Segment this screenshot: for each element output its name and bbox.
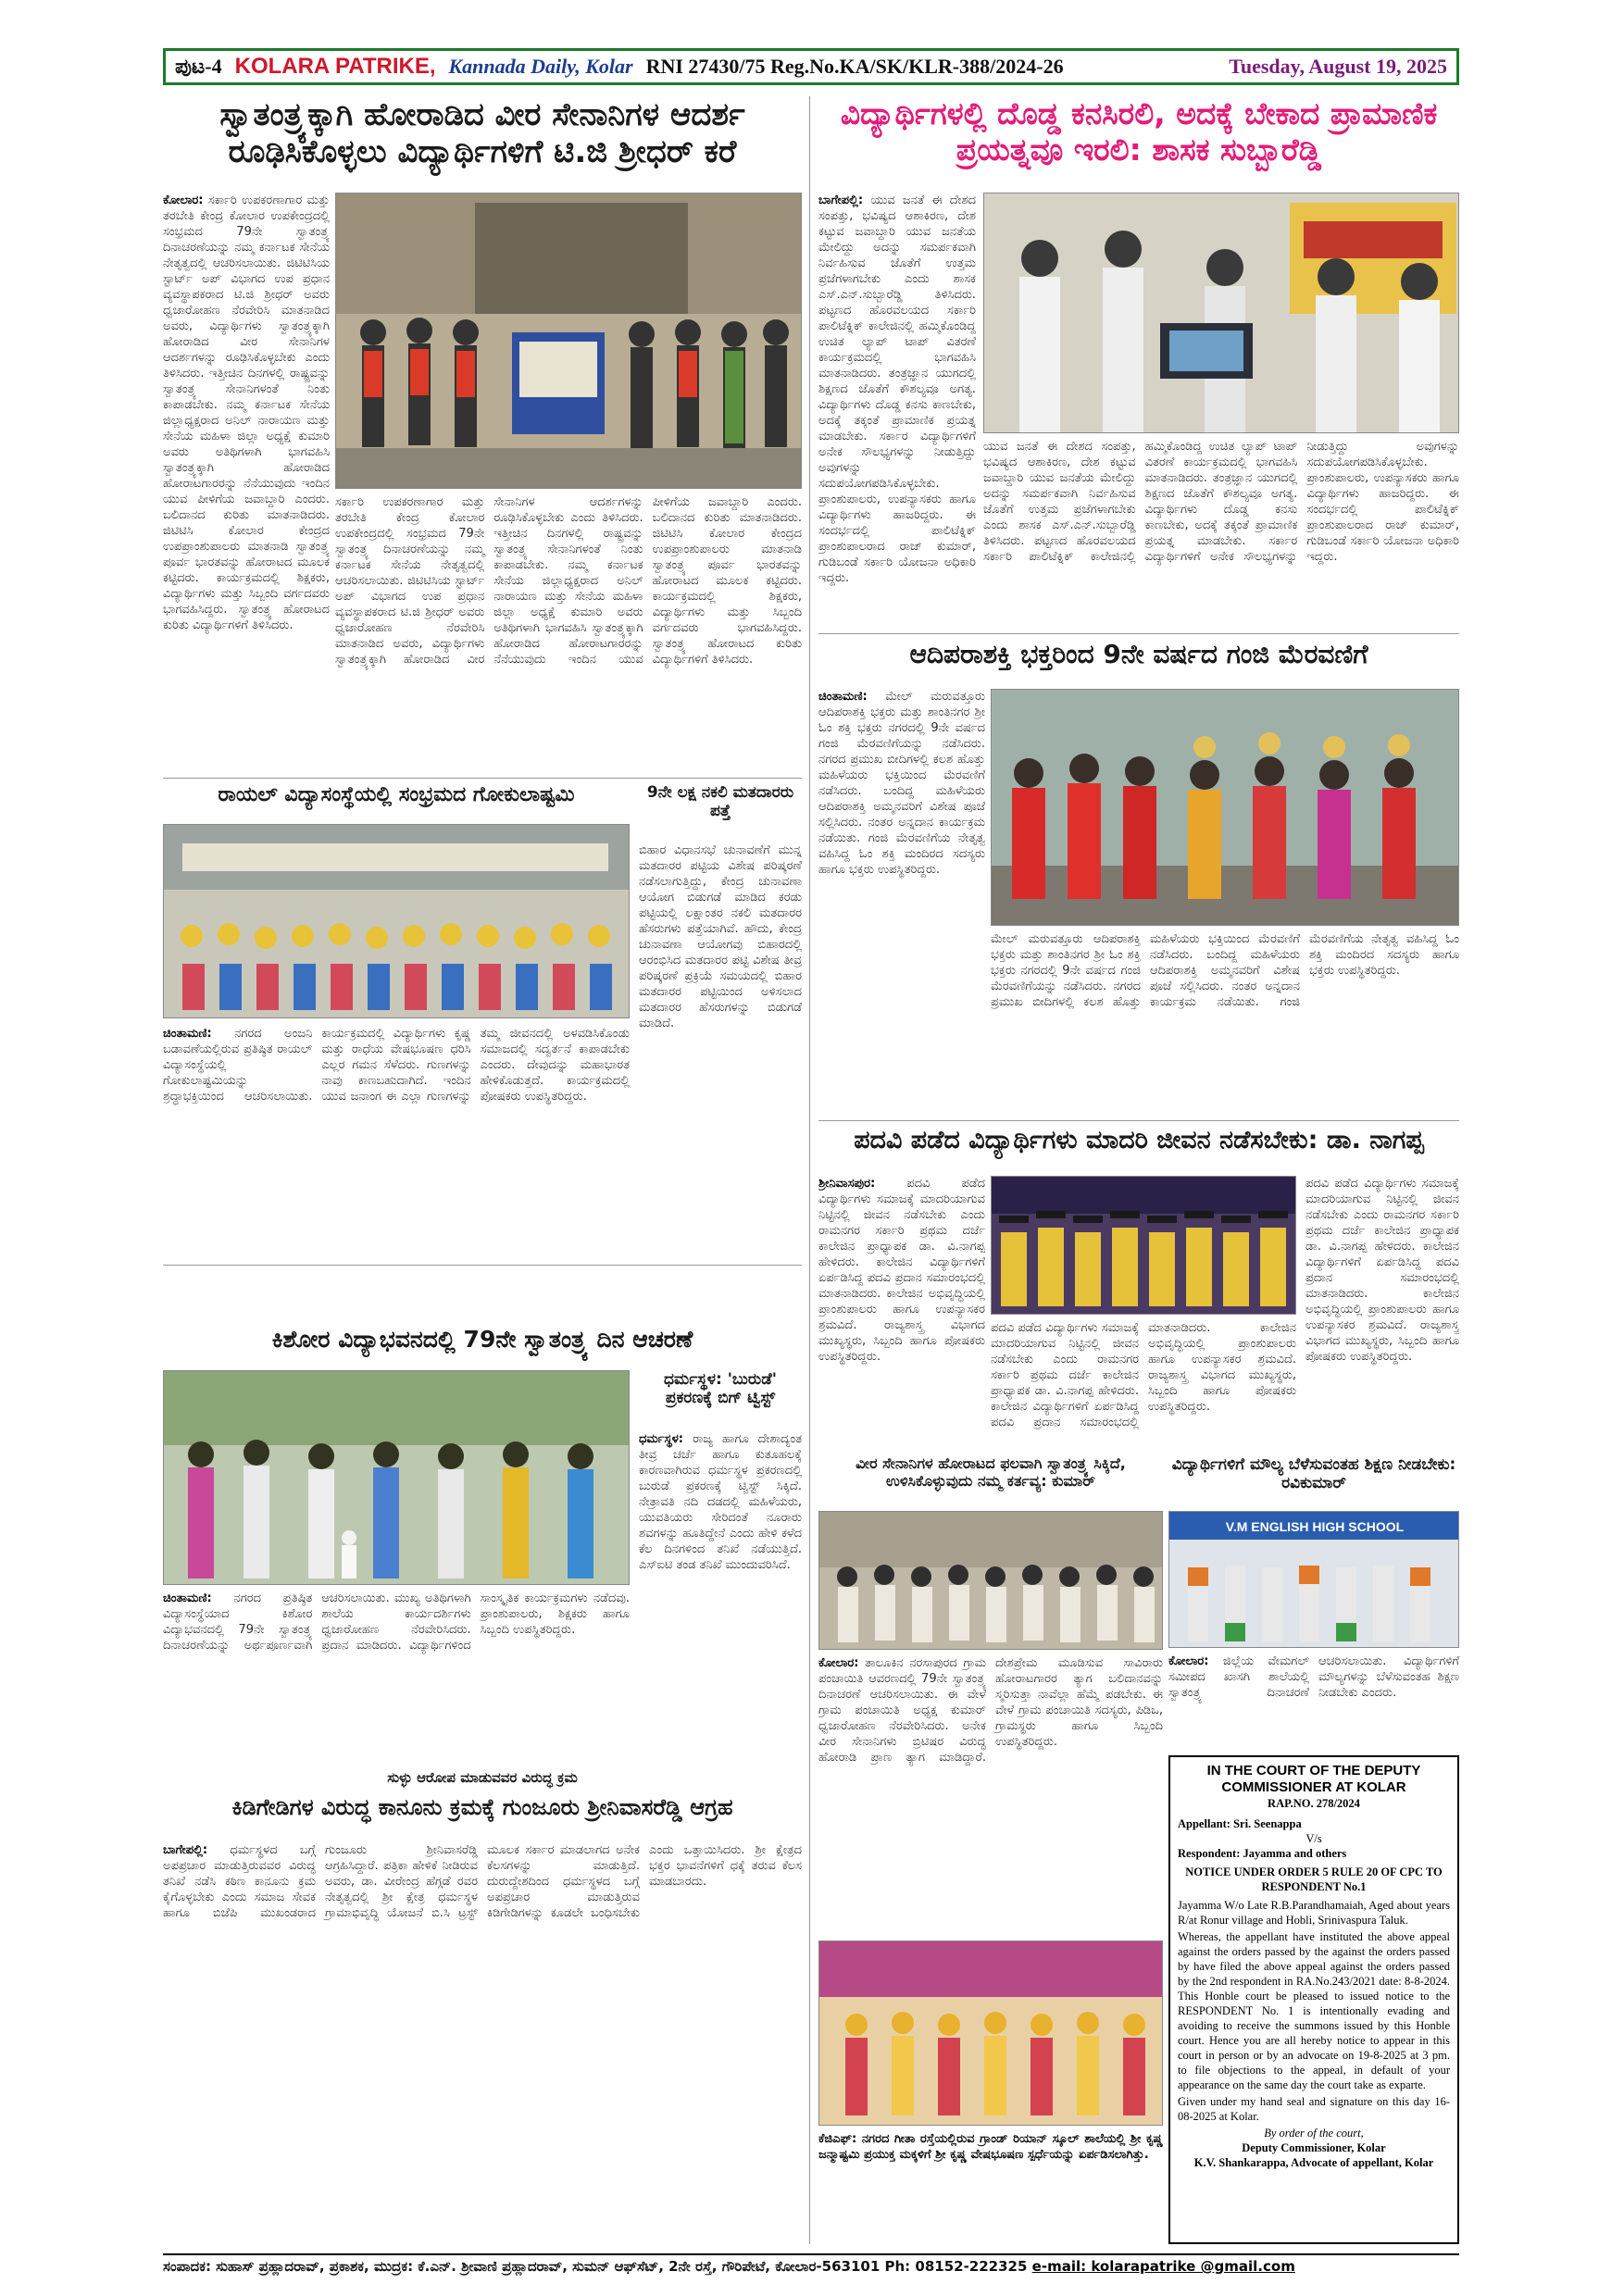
photo-narasapura (818, 1511, 1163, 1650)
story-text: ಬಿಹಾರ ವಿಧಾನಸಭೆ ಚುನಾವಣೆಗೆ ಮುನ್ನ ಮತದಾರರ ಪಟ್ಟಿಯ ವಿಶೇಷ ಪರಿಷ್ಕರಣೆ ನಡೆಸಲಾಗುತ್ತಿದ್ದು, ಕೇಂದ್ರ ಚುನಾವಣಾ ಆಯೋಗ ಬಿಡುಗಡೆ ಮಾಡಿದ ಕರಡು ಪಟ್ಟಿಯಲ್ಲಿ ಲಕ್ಷಾಂತರ ನಕಲಿ ಮತದಾರರ ಹೆಸರುಗಳು ಪತ್ತೆಯಾಗಿವೆ. ಹೌದು, ಕೇಂದ್ರ ಚುನಾವಣಾ ಆಯೋಗವು ಬಿಹಾರದಲ್ಲಿ ಆರಂಭಿಸಿದ ಮತದಾರರ ಪಟ್ಟಿ ವಿಶೇಷ ತೀವ್ರ ಪರಿಷ್ಕರಣೆ ಪ್ರಕ್ರಿಯೆ ಸಮಯದಲ್ಲಿ ಬಿಹಾರ ಮತದಾರರ ಪಟ್ಟಿಯಿಂದ ಅಳಿಸಲಾದ ಮತದಾರರ ಹೆಸರುಗಳನ್ನು ಬಿಡುಗಡೆ ಮಾಡಿದೆ. (639, 843, 802, 1030)
photo-illustration (992, 690, 1459, 926)
notice-paragraph-1: Jayamma W/o Late R.B.Parandhamaiah, Aged about years R/at Ronur village and Hobli, Srinivaspura Taluk. (1178, 1899, 1450, 1927)
divider (163, 1265, 802, 1266)
photo-illustration (819, 1941, 1163, 2126)
story-text-continued: ಯುವ ಜನತೆ ಈ ದೇಶದ ಸಂಪತ್ತು, ಭವಿಷ್ಯದ ಆಶಾಕಿರಣ, ದೇಶ ಕಟ್ಟುವ ಜವಾಬ್ದಾರಿ ಯುವ ಜನತೆಯ ಮೇಲಿದ್ದು ಅದನ್ನು ಸಮರ್ಪಕವಾಗಿ ನಿರ್ವಹಿಸುವ ಜೊತೆಗೆ ಉತ್ತಮ ಪ್ರಜೆಗಳಾಗಬೇಕು ಎಂದು ಶಾಸಕ ಎಸ್.ಎನ್.ಸುಬ್ಬಾರೆಡ್ಡಿ ತಿಳಿಸಿದರು. ಪಟ್ಟಣದ ಹೊರವಲಯದ ಸರ್ಕಾರಿ ಪಾಲಿಟೆಕ್ನಿಕ್ ಕಾಲೇಜಿನಲ್ಲಿ ಹಮ್ಮಿಕೊಂಡಿದ್ದ ಉಚಿತ ಲ್ಯಾಪ್ ಟಾಪ್ ವಿತರಣೆ ಕಾರ್ಯಕ್ರಮದಲ್ಲಿ ಭಾಗವಹಿಸಿ ಮಾತನಾಡಿದರು. ತಂತ್ರಜ್ಞಾನ ಯುಗದಲ್ಲಿ ಶಿಕ್ಷಣದ ಜೊತೆಗೆ ಕೌಶಲ್ಯವೂ ಅಗತ್ಯ. ವಿದ್ಯಾರ್ಥಿಗಳು ದೊಡ್ಡ ಕನಸು ಕಾಣಬೇಕು, ಅದಕ್ಕೆ ತಕ್ಕಂತೆ ಪ್ರಾಮಾಣಿಕ ಪ್ರಯತ್ನ ಮಾಡಬೇಕು. ಸರ್ಕಾರ ವಿದ್ಯಾರ್ಥಿಗಳಿಗೆ ಅನೇಕ ಸೌಲಭ್ಯಗಳನ್ನು ನೀಡುತ್ತಿದ್ದು ಅವುಗಳನ್ನು ಸದುಪಯೋಗಪಡಿಸಿಕೊಳ್ಳಬೇಕು. ಪ್ರಾಂಶುಪಾಲರು, ಉಪನ್ಯಾಸಕರು ಹಾಗೂ ವಿದ್ಯಾರ್ಥಿಗಳು ಹಾಜರಿದ್ದರು. ಈ ಸಂದರ್ಭದಲ್ಲಿ ಪಾಲಿಟೆಕ್ನಿಕ್ ಪ್ರಾಂಶುಪಾಲರಾದ ರಾಜ್ ಕುಮಾರ್, ಗುಡಿಬಂಡೆ ಸರ್ಕಾರಿ ಯೋಜನಾ ಅಧಿಕಾರಿ ಇದ್ದರು. (983, 440, 1459, 564)
page-label: ಪುಟ-4 (175, 55, 222, 78)
dateline: ಚಿಂತಾಮಣಿ: (163, 1027, 212, 1041)
story-students-dream-continued (983, 439, 1459, 628)
story-fake-voters-body (639, 842, 802, 1102)
story-text: ಯುವ ಜನತೆ ಈ ದೇಶದ ಸಂಪತ್ತು, ಭವಿಷ್ಯದ ಆಶಾಕಿರಣ, ದೇಶ ಕಟ್ಟುವ ಜವಾಬ್ದಾರಿ ಯುವ ಜನತೆಯ ಮೇಲಿದ್ದು ಅದನ್ನು ಸಮರ್ಪಕವಾಗಿ ನಿರ್ವಹಿಸುವ ಜೊತೆಗೆ ಉತ್ತಮ ಪ್ರಜೆಗಳಾಗಬೇಕು ಎಂದು ಶಾಸಕ ಎಸ್.ಎನ್.ಸುಬ್ಬಾರೆಡ್ಡಿ ತಿಳಿಸಿದರು. ಪಟ್ಟಣದ ಹೊರವಲಯದ ಸರ್ಕಾರಿ ಪಾಲಿಟೆಕ್ನಿಕ್ ಕಾಲೇಜಿನಲ್ಲಿ ಹಮ್ಮಿಕೊಂಡಿದ್ದ ಉಚಿತ ಲ್ಯಾಪ್ ಟಾಪ್ ವಿತರಣೆ ಕಾರ್ಯಕ್ರಮದಲ್ಲಿ ಭಾಗವಹಿಸಿ ಮಾತನಾಡಿದರು. ತಂತ್ರಜ್ಞಾನ ಯುಗದಲ್ಲಿ ಶಿಕ್ಷಣದ ಜೊತೆಗೆ ಕೌಶಲ್ಯವೂ ಅಗತ್ಯ. ವಿದ್ಯಾರ್ಥಿಗಳು ದೊಡ್ಡ ಕನಸು ಕಾಣಬೇಕು, ಅದಕ್ಕೆ ತಕ್ಕಂತೆ ಪ್ರಾಮಾಣಿಕ ಪ್ರಯತ್ನ ಮಾಡಬೇಕು. ಸರ್ಕಾರ ವಿದ್ಯಾರ್ಥಿಗಳಿಗೆ ಅನೇಕ ಸೌಲಭ್ಯಗಳನ್ನು ನೀಡುತ್ತಿದ್ದು ಅವುಗಳನ್ನು ಸದುಪಯೋಗಪಡಿಸಿಕೊಳ್ಳಬೇಕು. ಪ್ರಾಂಶುಪಾಲರು, ಉಪನ್ಯಾಸಕರು ಹಾಗೂ ವಿದ್ಯಾರ್ಥಿಗಳು ಹಾಜರಿದ್ದರು. ಈ ಸಂದರ್ಭದಲ್ಲಿ ಪಾಲಿಟೆಕ್ನಿಕ್ ಪ್ರಾಂಶುಪಾಲರಾದ ರಾಜ್ ಕುಮಾರ್, ಗುಡಿಬಂಡೆ ಸರ್ಕಾರಿ ಯೋಜನಾ ಅಧಿಕಾರಿ ಇದ್ದರು. (818, 193, 976, 585)
story-kumar-body (818, 1655, 1163, 1933)
case-number: RAP.NO. 278/2024 (1268, 1797, 1360, 1810)
footer-email: e-mail: kolarapatrike @gmail.com (1031, 2258, 1295, 2275)
legal-notice-box (1168, 1755, 1459, 2244)
story-graduation-continued (991, 1320, 1296, 1446)
dateline: ಚಿಂತಾಮಣಿ: (818, 690, 868, 704)
divider (818, 633, 1459, 634)
kicker-dharmasthala: ಸುಳ್ಳು ಆರೋಪ ಮಾಡುವವರ ವಿರುದ್ಧ ಕ್ರಮ (387, 1770, 578, 1786)
headline-freedom-fighters: ಸ್ವಾತಂತ್ರ್ಯಕ್ಕಾಗಿ ಹೋರಾಡಿದ ವೀರ ಸೇನಾನಿಗಳ ಆದರ್ಶ ರೂಢಿಸಿಕೊಳ್ಳಲು ವಿದ್ಯಾರ್ಥಿಗಳಿಗೆ ಟಿ.ಜಿ ಶ್ರೀಧರ್ ಕರೆ (219, 96, 745, 171)
notice-heading: NOTICE UNDER ORDER 5 RULE 20 OF CPC TO RESPONDENT No.1 (1185, 1866, 1443, 1893)
story-text-continued: ಪದವಿ ಪಡೆದ ವಿದ್ಯಾರ್ಥಿಗಳು ಸಮಾಜಕ್ಕೆ ಮಾದರಿಯಾಗುವ ನಿಟ್ಟಿನಲ್ಲಿ ಜೀವನ ನಡೆಸಬೇಕು ಎಂದು ರಾಮನಗರ ಸರ್ಕಾರಿ ಪ್ರಥಮ ದರ್ಜೆ ಕಾಲೇಜಿನ ಪ್ರಾಧ್ಯಾಪಕ ಡಾ. ವಿ.ನಾಗಪ್ಪ ಹೇಳಿದರು. ಕಾಲೇಜಿನ ವಿದ್ಯಾರ್ಥಿಗಳಿಗೆ ಏರ್ಪಡಿಸಿದ್ದ ಪದವಿ ಪ್ರದಾನ ಸಮಾರಂಭದಲ್ಲಿ ಮಾತನಾಡಿದರು. ಕಾಲೇಜಿನ ಅಭಿವೃದ್ಧಿಯಲ್ಲಿ ಪ್ರಾಂಶುಪಾಲರು ಹಾಗೂ ಉಪನ್ಯಾಸಕರ ಶ್ರಮವಿದೆ. ರಾಜ್ಯಶಾಸ್ತ್ರ ವಿಭಾಗದ ಮುಖ್ಯಸ್ಥರು, ಸಿಬ್ಬಂದಿ ಹಾಗೂ ಪೋಷಕರು ಉಪಸ್ಥಿತರಿದ್ದರು. (991, 1321, 1296, 1429)
divider (163, 778, 802, 779)
headline-kishore-vidyabhavana: ಕಿಶೋರ ವಿದ್ಯಾಭವನದಲ್ಲಿ 79ನೇ ಸ್ವಾತಂತ್ರ್ಯ ದಿನ ಆಚರಣೆ (271, 1326, 693, 1353)
story-graduation-body (818, 1176, 985, 1446)
story-freedom-fighters-continued (335, 494, 802, 772)
photo-illustration (984, 193, 1459, 433)
column-divider (809, 96, 810, 2244)
dateline: ಚಿಂತಾಮಣಿ: (163, 1591, 212, 1605)
story-text: ನಗರದ ಅಂಜನಿ ಬಡಾವಣೆಯಲ್ಲಿರುವ ಪ್ರತಿಷ್ಠಿತ ರಾಯಲ್ ವಿದ್ಯಾಸಂಸ್ಥೆಯಲ್ಲಿ ಗೋಕುಲಾಷ್ಟಮಿಯನ್ನು ಶ್ರದ್ಧಾಭಕ್ತಿಯಿಂದ ಆಚರಿಸಲಾಯಿತು. ಕಾರ್ಯಕ್ರಮದಲ್ಲಿ ವಿದ್ಯಾರ್ಥಿಗಳು ಕೃಷ್ಣ ಮತ್ತು ರಾಧೆಯ ವೇಷಭೂಷಣ ಧರಿಸಿ ಎಲ್ಲರ ಗಮನ ಸೆಳೆದರು. ಗುಣಗಳನ್ನು ನಾವು ಕಾಣಬಹುದಾಗಿದೆ. ಇಂದಿನ ಯುವ ಜನಾಂಗ ಈ ಎಲ್ಲಾ ಗುಣಗಳನ್ನು ತಮ್ಮ ಜೀವನದಲ್ಲಿ ಅಳವಡಿಸಿಕೊಂಡು ಸಮಾಜದಲ್ಲಿ ಸದ್ವರ್ತನೆ ಕಾಪಾಡಬೇಕು ಎಂದರು. ದೇವುದನ್ನು ಮಹಾಭಾರತ ಹೇಳಿಕೊಡುತ್ತದೆ. ಕಾರ್ಯಕ್ರಮದಲ್ಲಿ ಪೋಷಕರು ಉಪಸ್ಥಿತರಿದ್ದರು. (163, 1027, 630, 1104)
headline-ravikumar: ವಿದ್ಯಾರ್ಥಿಗಳಿಗೆ ಮೌಲ್ಯ ಬೆಳೆಸುವಂತಹ ಶಿಕ್ಷಣ ನೀಡಬೇಕು: ರವಿಕುಮಾರ್ (1171, 1455, 1456, 1493)
story-text: ತಾಲೂಕಿನ ನರಸಾಪುರದ ಗ್ರಾಮ ಪಂಚಾಯಿತಿ ಆವರಣದಲ್ಲಿ 79ನೇ ಸ್ವಾತಂತ್ರ್ಯ ದಿನಾಚರಣೆ ಆಚರಿಸಲಾಯಿತು. ಈ ವೇಳೆ ಗ್ರಾಮ ಪಂಚಾಯಿತಿ ಅಧ್ಯಕ್ಷ ಕುಮಾರ್ ಧ್ವಜಾರೋಹಣ ನೆರವೇರಿಸಿದರು. ಅನೇಕ ವೀರ ಸೇನಾನಿಗಳು ಬ್ರಿಟಿಷರ ವಿರುದ್ಧ ಹೋರಾಡಿ ಪ್ರಾಣ ತ್ಯಾಗ ಮಾಡಿದ್ದಾರೆ. ದೇಶಪ್ರೇಮ ಮೂಡಿಸುವ ಸಾವಿರಾರು ಹೋರಾಟಗಾರರ ತ್ಯಾಗ ಬಲಿದಾನವನ್ನು ಸ್ಮರಿಸುತ್ತಾ ನಾವೆಲ್ಲಾ ಹೆಮ್ಮೆ ಪಡಬೇಕು. ಈ ವೇಳೆ ಗ್ರಾಮ ಪಂಚಾಯಿತಿ ಸದಸ್ಯರು, ಪಿಡಿಒ, ಗ್ರಾಮಸ್ಥರು ಹಾಗೂ ಸಿಬ್ಬಂದಿ ಉಪಸ್ಥಿತರಿದ್ದರು. (818, 1656, 1163, 1765)
headline-fake-voters: 9ನೇ ಲಕ್ಷ ನಕಲಿ ಮತದಾರರು ಪತ್ತೆ (646, 783, 794, 821)
story-gokulashtami-body (163, 1026, 630, 1257)
story-ravikumar-body (1168, 1653, 1459, 1748)
story-text-continued: ಸರ್ಕಾರಿ ಉಪಕರಣಾಗಾರ ಮತ್ತು ತರಬೇತಿ ಕೇಂದ್ರ ಕೋಲಾರ ಉಪಕೇಂದ್ರದಲ್ಲಿ ಸಂಭ್ರಮದ 79ನೇ ಸ್ವಾತಂತ್ರ್ಯ ದಿನಾಚರಣೆಯನ್ನು ನಮ್ಮ ಕರ್ನಾಟಕ ಸೇನೆಯ ನೇತೃತ್ವದಲ್ಲಿ ಆಚರಿಸಲಾಯಿತು. ಜಿಟಿಟಿಸಿಯ ಸ್ಟಾರ್ಟ್ ಅಪ್ ವಿಭಾಗದ ಉಪ ಪ್ರಧಾನ ವ್ಯವಸ್ಥಾಪಕರಾದ ಟಿ.ಜಿ ಶ್ರೀಧರ್ ಅವರು ಧ್ವಜಾರೋಹಣ ನೆರವೇರಿಸಿ ಮಾತನಾಡಿದ ಅವರು, ವಿದ್ಯಾರ್ಥಿಗಳು ಸ್ವಾತಂತ್ರ್ಯಕ್ಕಾಗಿ ಹೋರಾಡಿದ ವೀರ ಸೇನಾನಿಗಳ ಆದರ್ಶಗಳನ್ನು ರೂಢಿಸಿಕೊಳ್ಳಬೇಕು ಎಂದು ತಿಳಿಸಿದರು. ಇತ್ತೀಚಿನ ದಿನಗಳಲ್ಲಿ ರಾಷ್ಟ್ರವನ್ನು ಸ್ವಾತಂತ್ರ್ಯ ಸೇನಾನಿಗಳಂತೆ ನಿಂತು ಕಾಪಾಡಬೇಕು. ನಮ್ಮ ಕರ್ನಾಟಕ ಸೇನೆಯ ಜಿಲ್ಲಾಧ್ಯಕ್ಷರಾದ ಅನಿಲ್ ನಾರಾಯಣ ಮತ್ತು ಸೇನೆಯ ಮಹಿಳಾ ಜಿಲ್ಲಾ ಅಧ್ಯಕ್ಷೆ ಕುಮಾರಿ ಅವರು ಅತಿಥಿಗಳಾಗಿ ಭಾಗವಹಿಸಿ ಸ್ವಾತಂತ್ರ್ಯಕ್ಕಾಗಿ ಹೋರಾಡಿದ ಹೋರಾಟಗಾರರನ್ನು ನೆನೆಯುವುದು ಇಂದಿನ ಯುವ ಪೀಳಿಗೆಯ ಜವಾಬ್ದಾರಿ ಎಂದರು. ಬಲಿದಾನದ ಕುರಿತು ಮಾತನಾಡಿದರು. ಜಿಟಿಟಿಸಿ ಕೋಲಾರ ಕೇಂದ್ರದ ಉಪಪ್ರಾಂಶುಪಾಲರು ಮಾತನಾಡಿ ಸ್ವಾತಂತ್ರ್ಯ ಪೂರ್ವ ಭಾರತವನ್ನು ಹೋರಾಟದ ಮೂಲಕ ಕಟ್ಟಿದರು. ಕಾರ್ಯಕ್ರಮದಲ್ಲಿ ಶಿಕ್ಷಕರು, ವಿದ್ಯಾರ್ಥಿಗಳು ಮತ್ತು ಸಿಬ್ಬಂದಿ ವರ್ಗದವರು ಭಾಗವಹಿಸಿದ್ದರು. ಸ್ವಾತಂತ್ರ್ಯ ಹೋರಾಟದ ಕುರಿತು ವಿದ್ಯಾರ್ಥಿಗಳಿಗೆ ತಿಳಿಸಿದರು. (335, 495, 802, 667)
divider (818, 1120, 1459, 1121)
order-line: By order of the court, (1264, 2127, 1364, 2140)
story-text: ಪದವಿ ಪಡೆದ ವಿದ್ಯಾರ್ಥಿಗಳು ಸಮಾಜಕ್ಕೆ ಮಾದರಿಯಾಗುವ ನಿಟ್ಟಿನಲ್ಲಿ ಜೀವನ ನಡೆಸಬೇಕು ಎಂದು ರಾಮನಗರ ಸರ್ಕಾರಿ ಪ್ರಥಮ ದರ್ಜೆ ಕಾಲೇಜಿನ ಪ್ರಾಧ್ಯಾಪಕ ಡಾ. ವಿ.ನಾಗಪ್ಪ ಹೇಳಿದರು. ಕಾಲೇಜಿನ ವಿದ್ಯಾರ್ಥಿಗಳಿಗೆ ಏರ್ಪಡಿಸಿದ್ದ ಪದವಿ ಪ್ರದಾನ ಸಮಾರಂಭದಲ್ಲಿ ಮಾತನಾಡಿದರು. ಕಾಲೇಜಿನ ಅಭಿವೃದ್ಧಿಯಲ್ಲಿ ಪ್ರಾಂಶುಪಾಲರು ಹಾಗೂ ಉಪನ್ಯಾಸಕರ ಶ್ರಮವಿದೆ. ರಾಜ್ಯಶಾಸ್ತ್ರ ವಿಭಾಗದ ಮುಖ್ಯಸ್ಥರು, ಸಿಬ್ಬಂದಿ ಹಾಗೂ ಪೋಷಕರು ಉಪಸ್ಥಿತರಿದ್ದರು. (818, 1177, 985, 1364)
dateline: ಕೋಲಾರ: (818, 1656, 859, 1670)
footer-credits: ಸಂಪಾದಕ: ಸುಹಾಸ್ ಪ್ರಹ್ಲಾದರಾವ್, ಪ್ರಕಾಶಕ, ಮುದ್ರಕ: ಕೆ.ಎನ್. ಶ್ರೀವಾಣಿ ಪ್ರಹ್ಲಾದರಾವ್, ಸುಮನ್ ಆಫ್‌ಸೆಟ್, 2ನೇ ರಸ್ತೆ, ಗೌರಿಪೇಟೆ, ಕೋಲಾರ-563101 (163, 2258, 881, 2275)
dateline: ಬಾಗೇಪಲ್ಲಿ: (818, 193, 864, 207)
dateline: ಕೋಲಾರ: (1168, 1654, 1209, 1668)
respondent: Respondent: Jayamma and others (1178, 1847, 1347, 1860)
headline-students-dream: ವಿದ್ಯಾರ್ಥಿಗಳಲ್ಲಿ ದೊಡ್ಡ ಕನಸಿರಲಿ, ಅದಕ್ಕೆ ಬೇಕಾದ ಪ್ರಾಮಾಣಿಕ ಪ್ರಯತ್ನವೂ ಇರಲಿ: ಶಾಸಕ ಸುಬ್ಬಾರೆಡ್ಡಿ (840, 96, 1438, 168)
photo-gokulashtami (163, 824, 630, 1018)
photo-kishore-vidyabhavana (163, 1370, 630, 1585)
photo-graduation (991, 1176, 1296, 1315)
photo-flag-hoisting (335, 193, 802, 489)
story-text: ನಗರದ ಪ್ರತಿಷ್ಠಿತ ವಿದ್ಯಾಸಂಸ್ಥೆಯಾದ ಕಿಶೋರ ವಿದ್ಯಾಭವನದಲ್ಲಿ 79ನೇ ಸ್ವಾತಂತ್ರ್ಯ ದಿನಾಚರಣೆಯನ್ನು ಅರ್ಥಪೂರ್ಣವಾಗಿ ಆಚರಿಸಲಾಯಿತು. ಮುಖ್ಯ ಅತಿಥಿಗಳಾಗಿ ಶಾಲೆಯ ಕಾರ್ಯದರ್ಶಿಗಳು ಧ್ವಜಾರೋಹಣ ನೆರವೇರಿಸಿದರು. ಪ್ರದಾನ ಮಾಡಿದರು. ವಿದ್ಯಾರ್ಥಿಗಳಿಂದ ಸಾಂಸ್ಕೃತಿಕ ಕಾರ್ಯಕ್ರಮಗಳು ನಡೆದವು. ಪ್ರಾಂಶುಪಾಲರು, ಶಿಕ್ಷಕರು ಹಾಗೂ ಸಿಬ್ಬಂದಿ ಉಪಸ್ಥಿತರಿದ್ದರು. (163, 1591, 630, 1653)
story-text: ಜಿಲ್ಲೆಯ ವೇಮಗಲ್ ಸಮೀಪದ ಖಾಸಗಿ ಶಾಲೆಯಲ್ಲಿ ಸ್ವಾತಂತ್ರ್ಯ ದಿನಾಚರಣೆ ಆಚರಿಸಲಾಯಿತು. ವಿದ್ಯಾರ್ಥಿಗಳಿಗೆ ಮೌಲ್ಯಗಳನ್ನು ಬೆಳೆಸುವಂತಹ ಶಿಕ್ಷಣ ನೀಡಬೇಕು ಎಂದರು. (1168, 1654, 1459, 1700)
story-ganji-body (818, 689, 985, 1115)
appellant: Appellant: Sri. Seenappa (1178, 1817, 1302, 1830)
notice-paragraph-2: Whereas, the appellant have instituted the above appeal against the orders passed by the against the orders passed by have filed the above appeal against the orders passed by the 2nd respondent in RA.No.243/2021 date: 8-8-2024. This Honble court be pleased to issued notice to the RESPONDENT No. 1 is intentionally evading and avoiding to receive the summons issued by this Honble court. Hence you are all hereby notice to appear in this court in person or by an advocate on 19-8-2025 at 3 pm. to file objections to the appeal, in default of your appearance on the same day the court take as exparte. (1178, 1930, 1450, 2091)
signatory: Deputy Commissioner, Kolar (1242, 2141, 1386, 2154)
masthead (163, 48, 1459, 85)
story-text-continued: ಮೇಲ್ ಮರುವತ್ತೂರು ಆದಿಪರಾಶಕ್ತಿ ಭಕ್ತರು ಮತ್ತು ಶಾಂತಿನಗರ ಶ್ರೀ ಓಂ ಶಕ್ತಿ ಭಕ್ತರು ನಗರದಲ್ಲಿ 9ನೇ ವರ್ಷದ ಗಂಜಿ ಮೆರವಣಿಗೆಯನ್ನು ನಡೆಸಿದರು. ನಗರದ ಪ್ರಮುಖ ಬೀದಿಗಳಲ್ಲಿ ಕಲಶ ಹೊತ್ತು ಮಹಿಳೆಯರು ಭಕ್ತಿಯಿಂದ ಮೆರವಣಿಗೆ ನಡೆಸಿದರು. ಬಂದಿದ್ದ ಮಹಿಳೆಯರು ಆದಿಪರಾಶಕ್ತಿ ಅಮ್ಮನವರಿಗೆ ವಿಶೇಷ ಪೂಜೆ ಸಲ್ಲಿಸಿದರು. ನಂತರ ಅನ್ನದಾನ ಕಾರ್ಯಕ್ರಮ ನಡೆಯಿತು. ಗಂಜಿ ಮೆರವಣಿಗೆಯ ನೇತೃತ್ವ ವಹಿಸಿದ್ದ ಓಂ ಶಕ್ತಿ ಮಂದಿರದ ಸದಸ್ಯರು ಹಾಗೂ ಭಕ್ತರು ಉಪಸ್ಥಿತರಿದ್ದರು. (991, 932, 1459, 1009)
dateline: ಧರ್ಮಸ್ಥಳ: (639, 1432, 683, 1446)
story-text: ಸರ್ಕಾರಿ ಉಪಕರಣಾಗಾರ ಮತ್ತು ತರಬೇತಿ ಕೇಂದ್ರ ಕೋಲಾರ ಉಪಕೇಂದ್ರದಲ್ಲಿ ಸಂಭ್ರಮದ 79ನೇ ಸ್ವಾತಂತ್ರ್ಯ ದಿನಾಚರಣೆಯನ್ನು ನಮ್ಮ ಕರ್ನಾಟಕ ಸೇನೆಯ ನೇತೃತ್ವದಲ್ಲಿ ಆಚರಿಸಲಾಯಿತು. ಜಿಟಿಟಿಸಿಯ ಸ್ಟಾರ್ಟ್ ಅಪ್ ವಿಭಾಗದ ಉಪ ಪ್ರಧಾನ ವ್ಯವಸ್ಥಾಪಕರಾದ ಟಿ.ಜಿ ಶ್ರೀಧರ್ ಅವರು ಧ್ವಜಾರೋಹಣ ನೆರವೇರಿಸಿ ಮಾತನಾಡಿದ ಅವರು, ವಿದ್ಯಾರ್ಥಿಗಳು ಸ್ವಾತಂತ್ರ್ಯಕ್ಕಾಗಿ ಹೋರಾಡಿದ ವೀರ ಸೇನಾನಿಗಳ ಆದರ್ಶಗಳನ್ನು ರೂಢಿಸಿಕೊಳ್ಳಬೇಕು ಎಂದು ತಿಳಿಸಿದರು. ಇತ್ತೀಚಿನ ದಿನಗಳಲ್ಲಿ ರಾಷ್ಟ್ರವನ್ನು ಸ್ವಾತಂತ್ರ್ಯ ಸೇನಾನಿಗಳಂತೆ ನಿಂತು ಕಾಪಾಡಬೇಕು. ನಮ್ಮ ಕರ್ನಾಟಕ ಸೇನೆಯ ಜಿಲ್ಲಾಧ್ಯಕ್ಷರಾದ ಅನಿಲ್ ನಾರಾಯಣ ಮತ್ತು ಸೇನೆಯ ಮಹಿಳಾ ಜಿಲ್ಲಾ ಅಧ್ಯಕ್ಷೆ ಕುಮಾರಿ ಅವರು ಅತಿಥಿಗಳಾಗಿ ಭಾಗವಹಿಸಿ ಸ್ವಾತಂತ್ರ್ಯಕ್ಕಾಗಿ ಹೋರಾಡಿದ ಹೋರಾಟಗಾರರನ್ನು ನೆನೆಯುವುದು ಇಂದಿನ ಯುವ ಪೀಳಿಗೆಯ ಜವಾಬ್ದಾರಿ ಎಂದರು. ಬಲಿದಾನದ ಕುರಿತು ಮಾತನಾಡಿದರು. ಜಿಟಿಟಿಸಿ ಕೋಲಾರ ಕೇಂದ್ರದ ಉಪಪ್ರಾಂಶುಪಾಲರು ಮಾತನಾಡಿ ಸ್ವಾತಂತ್ರ್ಯ ಪೂರ್ವ ಭಾರತವನ್ನು ಹೋರಾಟದ ಮೂಲಕ ಕಟ್ಟಿದರು. ಕಾರ್ಯಕ್ರಮದಲ್ಲಿ ಶಿಕ್ಷಕರು, ವಿದ್ಯಾರ್ಥಿಗಳು ಮತ್ತು ಸಿಬ್ಬಂದಿ ವರ್ಗದವರು ಭಾಗವಹಿಸಿದ್ದರು. ಸ್ವಾತಂತ್ರ್ಯ ಹೋರಾಟದ ಕುರಿತು ವಿದ್ಯಾರ್ಥಿಗಳಿಗೆ ತಿಳಿಸಿದರು. (163, 193, 330, 632)
edition-label: Kannada Daily, Kolar (448, 55, 633, 78)
photo-vm-school (1168, 1511, 1459, 1648)
photo-illustration (336, 193, 802, 489)
story-dharmasthala-body (639, 1431, 802, 1765)
headline-graduation: ಪದವಿ ಪಡೆದ ವಿದ್ಯಾರ್ಥಿಗಳು ಮಾದರಿ ಜೀವನ ನಡೆಸಬೇಕು: ಡಾ. ನಾಗಪ್ಪ (854, 1126, 1424, 1154)
headline-gokulashtami: ರಾಯಲ್ ವಿದ್ಯಾಸಂಸ್ಥೆಯಲ್ಲಿ ಸಂಭ್ರಮದ ಗೋಕುಲಾಷ್ಟಮಿ (218, 783, 575, 806)
photo-illustration (992, 1177, 1296, 1315)
dateline: ಬಾಗೇಪಲ್ಲಿ: (163, 1843, 208, 1857)
dateline: ಶ್ರೀನಿವಾಸಪುರ: (818, 1177, 876, 1191)
story-students-dream-body (818, 193, 976, 628)
school-sign-text: V.M ENGLISH HIGH SCHOOL (1225, 1519, 1405, 1534)
story-graduation-col3 (1305, 1176, 1459, 1446)
photo-krishna-costume (818, 1940, 1163, 2126)
story-ganji-continued (991, 931, 1459, 1115)
paper-name: KOLARA PATRIKE, (234, 54, 436, 79)
photo-illustration (819, 1512, 1163, 1650)
footer-phone: Ph: 08152-222325 (884, 2258, 1028, 2275)
registration-number: RNI 27430/75 Reg.No.KA/SK/KLR-388/2024-26 (645, 55, 1064, 78)
dateline: ಕೋಲಾರ: (163, 193, 204, 207)
legal-notice-title: IN THE COURT OF THE DEPUTY COMMISSIONER AT KOLAR (1206, 1763, 1421, 1795)
story-text: ಧರ್ಮಸ್ಥಳದ ಬಗ್ಗೆ ಅಪಪ್ರಚಾರ ಮಾಡುತ್ತಿರುವವರ ವಿರುದ್ಧ ತನಿಖೆ ನಡೆಸಿ ಕಠಿಣ ಕಾನೂನು ಕ್ರಮ ಕೈಗೊಳ್ಳಬೇಕು ಎಂದು ಸಮಾಜ ಸೇವಕ ಹಾಗೂ ಬಿಜೆಪಿ ಮುಖಂಡರಾದ ಗುಂಜೂರು ಶ್ರೀನಿವಾಸರೆಡ್ಡಿ ಆಗ್ರಹಿಸಿದ್ದಾರೆ. ಪತ್ರಿಕಾ ಹೇಳಿಕೆ ನೀಡಿರುವ ಅವರು, ಡಾ. ವೀರೇಂದ್ರ ಹೆಗ್ಗಡೆ ರವರ ನೇತೃತ್ವದಲ್ಲಿ ಶ್ರೀ ಕ್ಷೇತ್ರ ಧರ್ಮಸ್ಥಳ ಗ್ರಾಮಾಭಿವೃದ್ಧಿ ಯೋಜನೆ ಬಿ.ಸಿ ಟ್ರಸ್ಟ್ ಮೂಲಕ ಸರ್ಕಾರ ಮಾಡಲಾಗದ ಅನೇಕ ಕೆಲಸಗಳನ್ನು ಮಾಡುತ್ತಿದೆ. ದುರುದ್ದೇಶದಿಂದ ಧರ್ಮಸ್ಥಳದ ಬಗ್ಗೆ ಅಪಪ್ರಚಾರ ಮಾಡುತ್ತಿರುವ ಕಿಡಿಗೇಡಿಗಳನ್ನು ಕೂಡಲೇ ಬಂಧಿಸಬೇಕು ಎಂದು ಒತ್ತಾಯಿಸಿದರು. ಶ್ರೀ ಕ್ಷೇತ್ರದ ಭಕ್ತರ ಭಾವನೆಗಳಿಗೆ ಧಕ್ಕೆ ತರುವ ಕೆಲಸ ಮಾಡಬಾರದು. (163, 1843, 802, 1920)
issue-date: Tuesday, August 19, 2025 (1229, 55, 1447, 78)
photo-illustration (164, 825, 630, 1018)
photo-illustration (164, 1371, 630, 1585)
headline-ganji-procession: ಆದಿಪರಾಶಕ್ತಿ ಭಕ್ತರಿಂದ 9ನೇ ವರ್ಷದ ಗಂಜಿ ಮೆರವಣಿಗೆ (909, 639, 1368, 669)
versus: V/s (1305, 1832, 1322, 1845)
story-text-continued: ಪದವಿ ಪಡೆದ ವಿದ್ಯಾರ್ಥಿಗಳು ಸಮಾಜಕ್ಕೆ ಮಾದರಿಯಾಗುವ ನಿಟ್ಟಿನಲ್ಲಿ ಜೀವನ ನಡೆಸಬೇಕು ಎಂದು ರಾಮನಗರ ಸರ್ಕಾರಿ ಪ್ರಥಮ ದರ್ಜೆ ಕಾಲೇಜಿನ ಪ್ರಾಧ್ಯಾಪಕ ಡಾ. ವಿ.ನಾಗಪ್ಪ ಹೇಳಿದರು. ಕಾಲೇಜಿನ ವಿದ್ಯಾರ್ಥಿಗಳಿಗೆ ಏರ್ಪಡಿಸಿದ್ದ ಪದವಿ ಪ್ರದಾನ ಸಮಾರಂಭದಲ್ಲಿ ಮಾತನಾಡಿದರು. ಕಾಲೇಜಿನ ಅಭಿವೃದ್ಧಿಯಲ್ಲಿ ಪ್ರಾಂಶುಪಾಲರು ಹಾಗೂ ಉಪನ್ಯಾಸಕರ ಶ್ರಮವಿದೆ. ರಾಜ್ಯಶಾಸ್ತ್ರ ವಿಭಾಗದ ಮುಖ್ಯಸ್ಥರು, ಸಿಬ್ಬಂದಿ ಹಾಗೂ ಪೋಷಕರು ಉಪಸ್ಥಿತರಿದ್ದರು. (1305, 1177, 1459, 1364)
story-kishore-body (163, 1591, 630, 1765)
headline-dharmasthala: ಧರ್ಮಸ್ಥಳ: 'ಬುರುಡೆ' ಪ್ರಕರಣಕ್ಕೆ ಬಿಗ್ ಟ್ವಿಸ್ಟ್ (664, 1370, 777, 1408)
story-text: ರಾಜ್ಯ ಹಾಗೂ ದೇಶಾದ್ಯಂತ ತೀವ್ರ ಚರ್ಚೆ ಹಾಗೂ ಕುತೂಹಲಕ್ಕೆ ಕಾರಣವಾಗಿರುವ ಧರ್ಮಸ್ಥಳ ಪ್ರಕರಣದಲ್ಲಿ ಬುರುಡೆ ಪ್ರಕರಣಕ್ಕೆ ಟ್ವಿಸ್ಟ್ ಸಿಕ್ಕಿದೆ. ನೇತ್ರಾವತಿ ನದಿ ದಡದಲ್ಲಿ ಮಹಿಳೆಯರು, ಯುವತಿಯರು ಸೇರಿದಂತೆ ನೂರಾರು ಶವಗಳನ್ನು ಹೂತಿದ್ದೇನೆ ಎಂದು ಹೇಳಿ ಕಳೆದ ಕೆಲ ದಿನಗಳಿಂದ ತನಿಖೆ ನಡೆಯುತ್ತಿದೆ. ಎಸ್ಐಟಿ ತಂಡ ತನಿಖೆ ಮುಂದುವರಿಸಿದೆ. (639, 1432, 802, 1572)
caption-krishna-costume: ಕೆಜಿಎಫ್: ನಗರದ ಗೀತಾ ರಸ್ತೆಯಲ್ಲಿರುವ ಗ್ರಾಂಡ್ ರಿಯಾನ್ ಸ್ಕೂಲ್ ಶಾಲೆಯಲ್ಲಿ ಶ್ರೀ ಕೃಷ್ಣ ಜನ್ಮಾಷ್ಟಮಿ ಪ್ರಯುಕ್ತ ಮಕ್ಕಳಿಗೆ ಶ್ರೀ ಕೃಷ್ಣ ವೇಷಭೂಷಣ ಸ್ಪರ್ಧೆಯನ್ನು ಏರ್ಪಡಿಸಲಾಗಿತ್ತು. (818, 2132, 1163, 2162)
photo-illustration (1169, 1512, 1459, 1648)
notice-paragraph-3: Given under my hand seal and signature on this day 16-08-2025 at Kolar. (1178, 2095, 1450, 2123)
story-freedom-fighters-body (163, 193, 330, 771)
photo-ganji-procession (991, 689, 1459, 926)
footer-imprint (163, 2253, 1459, 2277)
headline-srinivasareddy: ಕಿಡಿಗೇಡಿಗಳ ವಿರುದ್ಧ ಕಾನೂನು ಕ್ರಮಕ್ಕೆ ಗುಂಜೂರು ಶ್ರೀನಿವಾಸರೆಡ್ಡಿ ಆಗ್ರಹ (231, 1794, 733, 1820)
photo-laptop-distribution (983, 193, 1459, 433)
story-srinivasareddy-body (163, 1842, 802, 2246)
advocate: K.V. Shankarappa, Advocate of appellant, Kolar (1193, 2156, 1434, 2169)
story-text: ಮೇಲ್ ಮರುವತ್ತೂರು ಆದಿಪರಾಶಕ್ತಿ ಭಕ್ತರು ಮತ್ತು ಶಾಂತಿನಗರ ಶ್ರೀ ಓಂ ಶಕ್ತಿ ಭಕ್ತರು ನಗರದಲ್ಲಿ 9ನೇ ವರ್ಷದ ಗಂಜಿ ಮೆರವಣಿಗೆಯನ್ನು ನಡೆಸಿದರು. ನಗರದ ಪ್ರಮುಖ ಬೀದಿಗಳಲ್ಲಿ ಕಲಶ ಹೊತ್ತು ಮಹಿಳೆಯರು ಭಕ್ತಿಯಿಂದ ಮೆರವಣಿಗೆ ನಡೆಸಿದರು. ಬಂದಿದ್ದ ಮಹಿಳೆಯರು ಆದಿಪರಾಶಕ್ತಿ ಅಮ್ಮನವರಿಗೆ ವಿಶೇಷ ಪೂಜೆ ಸಲ್ಲಿಸಿದರು. ನಂತರ ಅನ್ನದಾನ ಕಾರ್ಯಕ್ರಮ ನಡೆಯಿತು. ಗಂಜಿ ಮೆರವಣಿಗೆಯ ನೇತೃತ್ವ ವಹಿಸಿದ್ದ ಓಂ ಶಕ್ತಿ ಮಂದಿರದ ಸದಸ್ಯರು ಹಾಗೂ ಭಕ್ತರು ಉಪಸ್ಥಿತರಿದ್ದರು. (818, 690, 985, 877)
headline-kumar: ವೀರ ಸೇನಾನಿಗಳ ಹೋರಾಟದ ಫಲವಾಗಿ ಸ್ವಾತಂತ್ರ್ಯ ಸಿಕ್ಕಿದೆ, ಉಳಿಸಿಕೊಳ್ಳುವುದು ನಮ್ಮ ಕರ್ತವ್ಯ: ಕುಮಾರ್ (856, 1455, 1126, 1490)
